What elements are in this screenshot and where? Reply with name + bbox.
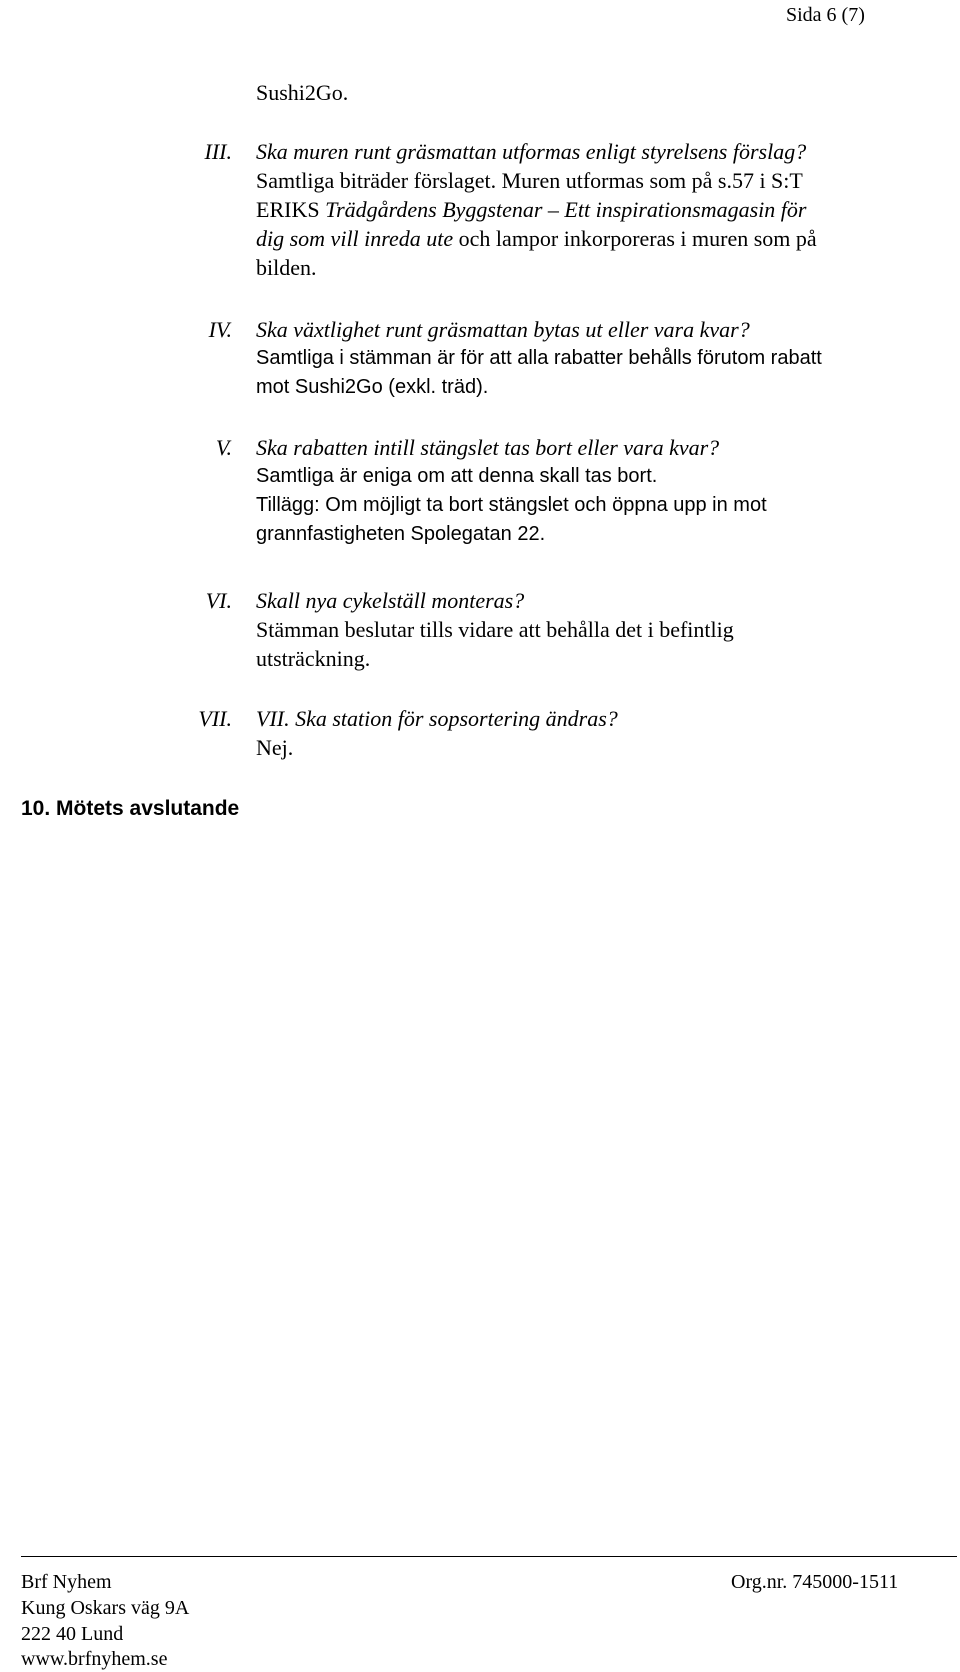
item-vi-question: Skall nya cykelställ monteras? [256,588,525,613]
item-iv-answer-line-1: Samtliga i stämman är för att alla rabatter behålls förutom rabatt [256,347,822,369]
footer-org-nr: Org.nr. 745000-1511 [731,1571,899,1593]
item-numeral-iii: III. [204,139,232,164]
page-number: Sida 6 (7) [786,4,865,26]
item-v [256,433,936,549]
item-numeral-vi: VI. [205,588,232,613]
item-iii-answer-line-2 [256,195,936,224]
item-vi-answer-line-1: Stämman beslutar tills vidare att behålla det i befintlig [256,617,734,642]
item-vi [256,586,936,673]
continuation-text: Sushi2Go. [256,80,349,105]
item-numeral-v: V. [215,435,232,460]
item-v-answer-line-3: grannfastigheten Spolegatan 22. [256,523,546,545]
item-vii [256,704,936,762]
item-iv-question: Ska växtlighet runt gräsmattan bytas ut eller vara kvar? [256,317,750,342]
item-iii-answer-line-2-normal: ERIKS [256,197,326,222]
footer-postal: 222 40 Lund [21,1623,124,1645]
item-iii-answer-line-1: Samtliga biträder förslaget. Muren utformas som på s.57 i S:T [256,168,803,193]
item-iii-answer-line-4: bilden. [256,255,317,280]
item-numeral-vii: VII. [198,706,232,731]
item-iii-answer-line-3-normal: och lampor inkorporeras i muren som på [453,226,817,251]
footer-org-name: Brf Nyhem [21,1571,112,1593]
footer-divider [21,1556,957,1557]
item-iii-question: Ska muren runt gräsmattan utformas enligt styrelsens förslag? [256,139,807,164]
item-numeral-iv: IV. [208,317,232,342]
item-v-question: Ska rabatten intill stängslet tas bort eller vara kvar? [256,435,720,460]
item-vi-answer-line-2: utsträckning. [256,646,371,671]
section-heading: 10. Mötets avslutande [21,797,240,820]
item-iii-answer-line-2-italic: Trädgårdens Byggstenar – Ett inspirationsmagasin för [325,197,807,222]
footer-website: www.brfnyhem.se [21,1648,168,1670]
item-iv [256,315,936,402]
item-v-answer-line-2: Tillägg: Om möjligt ta bort stängslet och öppna upp in mot [256,494,767,516]
item-iii-answer-line-3-italic: dig som vill inreda ute [256,226,454,251]
item-vii-answer-line-1: Nej. [256,735,294,760]
item-vii-question: VII. Ska station för sopsortering ändras? [256,706,618,731]
item-v-answer-line-1: Samtliga är eniga om att denna skall tas bort. [256,465,658,487]
item-iii-answer-line-3 [256,224,936,253]
item-iv-answer-line-2: mot Sushi2Go (exkl. träd). [256,376,489,398]
item-iii [256,137,936,282]
footer-street: Kung Oskars väg 9A [21,1597,190,1619]
